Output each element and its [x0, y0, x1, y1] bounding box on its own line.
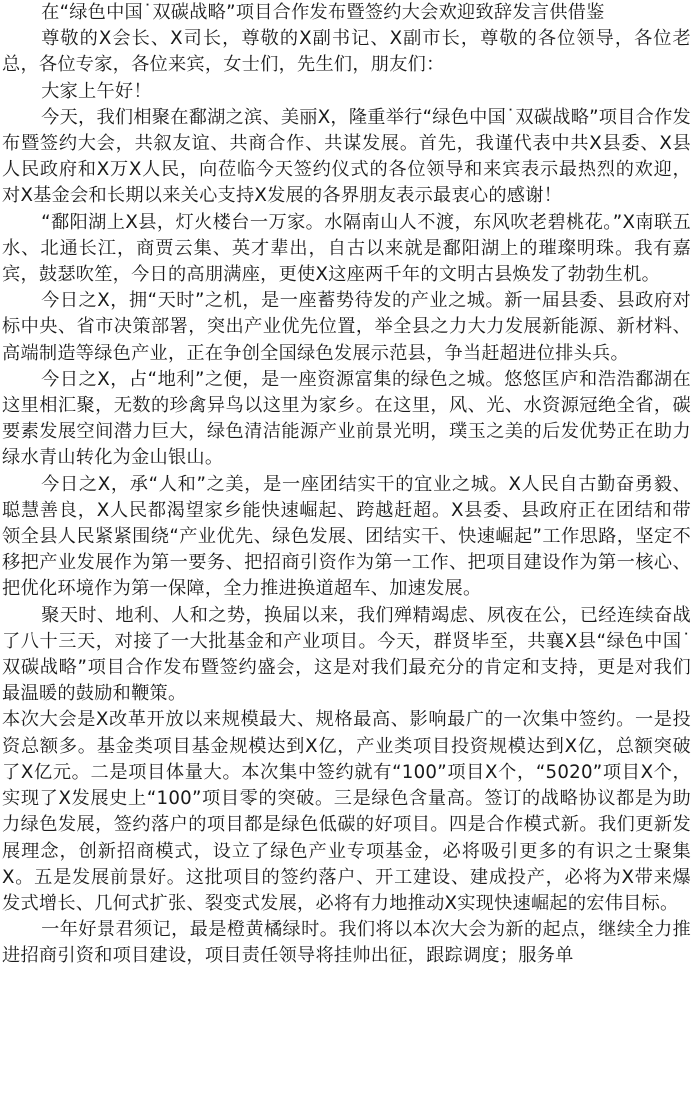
- paragraph-tianshi: 今日之X，拥“天时”之机，是一座蓄势待发的产业之城。新一届县委、县政府对标中央、省市决策部署，突出产业优先位置，举全县之力大力发展新能源、新材料、高端制造等绿色产业，正在争创全国绿色发展示范县，争当赶超进位排头兵。: [2, 290, 691, 364]
- paragraph-greeting: 大家上午好！: [41, 80, 152, 102]
- paragraph-signing-summary: 本次大会是X改革开放以来规模最大、规格最高、影响最广的一次集中签约。一是投资总额多。基金类项目基金规模达到X亿，产业类项目投资规模达到X亿，总额突破了X亿元。二是项目体量大。本次集中签约就有“100”项目X个，“5020”项目X个，实现了X发展史上“100”项目零的突破。三是绿色含量高。签订的战略协议都是为助力绿色发展，签约落户的项目都是绿色低碳的好项目。四是合作模式新。我们更新发展理念，创新招商模式，设立了绿色产业专项基金，必将吸引更多的有识之士聚集X。五是发展前景好。这批项目的签约落户、开工建设、建成投产，必将为X带来爆发式增长、几何式扩张、裂变式发展，必将有力地推动X实现快速崛起的宏伟目标。: [2, 709, 691, 914]
- paragraph-welcome: 今天，我们相聚在鄱湖之滨、美丽X，隆重举行“绿色中国˙双碳战略”项目合作发布暨签约大会，共叙友谊、共商合作、共谋发展。首先，我谨代表中共X县委、X县人民政府和X万X人民，向莅临今天签约仪式的各位领导和来宾表示最热烈的欢迎，对X基金会和长期以来关心支持X发展的各界朋友表示最衷心的感谢！: [2, 106, 691, 207]
- paragraph-dili: 今日之X，占“地利”之便，是一座资源富集的绿色之城。悠悠匡庐和浩浩鄱湖在这里相汇聚，无数的珍禽异鸟以这里为家乡。在这里，风、光、水资源冠绝全省，碳要素发展空间潜力巨大，绿色清洁能源产业前景光明，璞玉之美的后发优势正在助力绿水青山转化为金山银山。: [2, 368, 691, 469]
- document-title: 在“绿色中国˙双碳战略”项目合作发布暨签约大会欢迎致辞发言供借鉴: [41, 2, 605, 23]
- paragraph-salutation: 尊敬的X会长、X司长，尊敬的X副书记、X副市长，尊敬的各位领导，各位老总，各位专家，各位来宾，女士们，先生们，朋友们：: [2, 28, 691, 76]
- paragraph-closing: 一年好景君须记，最是橙黄橘绿时。我们将以本次大会为新的起点，继续全力推进招商引资和项目建设，项目责任领导将挂帅出征，跟踪调度；服务单: [2, 919, 691, 967]
- paragraph-poem: “鄱阳湖上X县，灯火楼台一万家。水隔南山人不渡，东风吹老碧桃花。”X南联五水、北通长江，商贾云集、英才辈出，自古以来就是鄱阳湖上的璀璨明珠。我有嘉宾，鼓瑟吹笙，今日的高朋满座，更使X这座两千年的文明古县焕发了勃勃生机。: [2, 211, 691, 286]
- paragraph-momentum: 聚天时、地利、人和之势，换届以来，我们殚精竭虑、夙夜在公，已经连续奋战了八十三天，对接了一大批基金和产业项目。今天，群贤毕至，共襄X县“绿色中国˙双碳战略”项目合作发布暨签约盛会，这是对我们最充分的肯定和支持，更是对我们最温暖的鼓励和鞭策。: [2, 604, 691, 705]
- paragraph-renhe: 今日之X，承“人和”之美，是一座团结实干的宜业之城。X人民自古勤奋勇毅、聪慧善良，X人民都渴望家乡能快速崛起、跨越赶超。X县委、县政府正在团结和带领全县人民紧紧围绕“产业优先、绿色发展、团结实干、快速崛起”工作思路，坚定不移把产业发展作为第一要务、把招商引资作为第一工作、把项目建设作为第一核心、把优化环境作为第一保障，全力推进换道超车、加速发展。: [2, 473, 691, 600]
